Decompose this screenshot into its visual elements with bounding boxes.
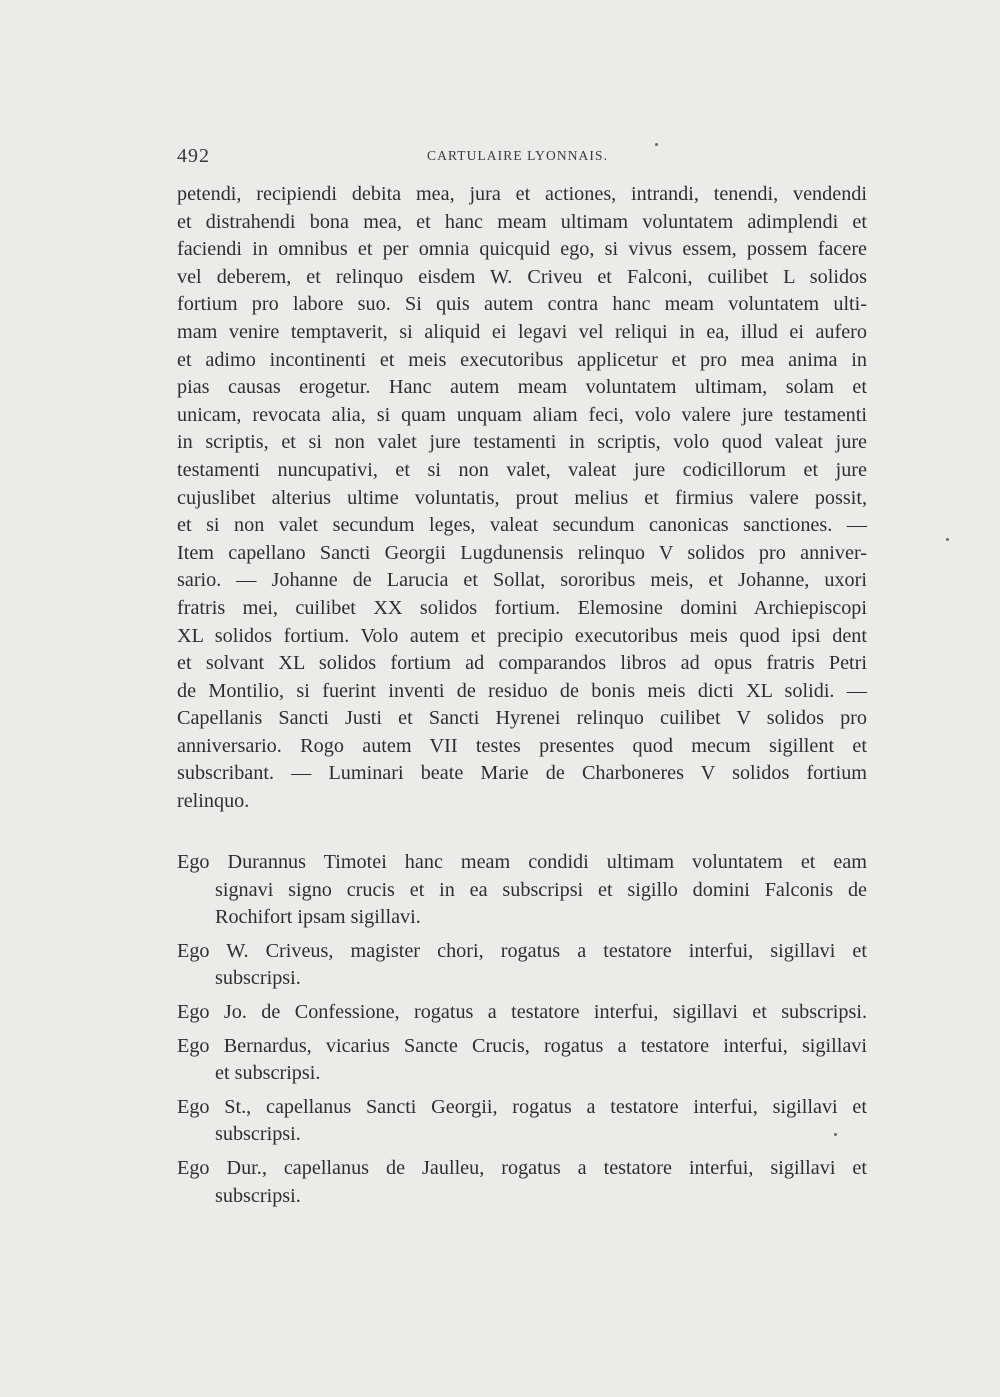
signature-line: signavi signo crucis et in ea subscripsi et sigillo domini Falconis de (215, 878, 867, 901)
signature-line: et subscripsi. (215, 1062, 321, 1085)
signature-line: subscripsi. (215, 1184, 301, 1207)
page-header (177, 143, 867, 173)
text-line: XL solidos fortium. Volo autem et precipio executoribus meis quod ipsi dent (177, 624, 867, 647)
text-line: cujuslibet alterius ultime voluntatis, prout melius et firmius valere possit, (177, 486, 867, 509)
signatures-list (177, 849, 867, 1216)
signature-line: Ego Bernardus, vicarius Sancte Crucis, rogatus a testatore interfui, sigillavi (177, 1034, 867, 1057)
text-line: petendi, recipiendi debita mea, jura et actiones, intrandi, tenendi, vendendi (177, 183, 867, 205)
signature-entry (177, 938, 867, 993)
signature-entry (177, 849, 867, 932)
text-line: fratris mei, cuilibet XX solidos fortium. Elemosine domini Archiepiscopi (177, 596, 867, 619)
signature-line: subscripsi. (215, 967, 301, 990)
text-line: fortium pro labore suo. Si quis autem contra hanc meam voluntatem ulti- (177, 293, 867, 316)
signature-line: Rochifort ipsam sigillavi. (215, 906, 421, 929)
signature-entry (177, 1155, 867, 1210)
text-line: de Montilio, si fuerint inventi de residuo de bonis meis dicti XL solidi. — (177, 679, 867, 702)
text-line: pias causas erogetur. Hanc autem meam voluntatem ultimam, solam et (177, 376, 867, 399)
text-line: et si non valet secundum leges, valeat secundum canonicas sanctiones. — (177, 514, 867, 537)
running-head: CARTULAIRE LYONNAIS. (427, 148, 609, 163)
text-line: Item capellano Sancti Georgii Lugdunensis relinquo V solidos pro anniver- (177, 541, 867, 564)
signature-line: Ego Dur., capellanus de Jaulleu, rogatus a testatore interfui, sigillavi et (177, 1156, 867, 1179)
paper-speck (655, 143, 658, 146)
text-line: et solvant XL solidos fortium ad comparandos libros ad opus fratris Petri (177, 652, 867, 675)
signature-entry (177, 999, 867, 1027)
text-line: mam venire temptaverit, si aliquid ei legavi vel reliqui in ea, illud ei aufero (177, 320, 867, 343)
signature-entry (177, 1033, 867, 1088)
signature-line: Ego Durannus Timotei hanc meam condidi ultimam voluntatem et eam (177, 851, 867, 873)
paper-speck (946, 538, 949, 541)
paper-speck (834, 1133, 837, 1136)
body-paragraph (177, 181, 867, 816)
text-line: et adimo incontinenti et meis executoribus applicetur et pro mea anima in (177, 348, 867, 371)
signature-line: subscripsi. (215, 1123, 301, 1146)
text-line: subscribant. — Luminari beate Marie de Charboneres V solidos fortium (177, 762, 867, 785)
text-line: relinquo. (177, 790, 250, 813)
text-line: Capellanis Sancti Justi et Sancti Hyrenei relinquo cuilibet V solidos pro (177, 707, 867, 730)
page-number: 492 (177, 145, 210, 167)
signature-line: Ego Jo. de Confessione, rogatus a testatore interfui, sigillavi et subscripsi. (177, 1000, 867, 1023)
text-line: faciendi in omnibus et per omnia quicquid ego, si vivus essem, possem facere (177, 238, 867, 261)
signature-entry (177, 1094, 867, 1149)
text-line: vel deberem, et relinquo eisdem W. Criveu et Falconi, cuilibet L solidos (177, 265, 867, 288)
signature-line: Ego W. Criveus, magister chori, rogatus a testatore interfui, sigillavi et (177, 939, 867, 962)
text-line: unicam, revocata alia, si quam unquam aliam feci, volo valere jure testamenti (177, 403, 867, 426)
text-line: testamenti nuncupativi, et si non valet, valeat jure codicillorum et jure (177, 458, 867, 481)
signature-line: Ego St., capellanus Sancti Georgii, rogatus a testatore interfui, sigillavi et (177, 1095, 867, 1118)
text-line: in scriptis, et si non valet jure testamenti in scriptis, volo quod valeat jure (177, 431, 867, 454)
text-line: et distrahendi bona mea, et hanc meam ultimam voluntatem adimplendi et (177, 210, 867, 233)
text-line: sario. — Johanne de Larucia et Sollat, sororibus meis, et Johanne, uxori (177, 569, 867, 592)
text-line: anniversario. Rogo autem VII testes presentes quod mecum sigillent et (177, 734, 867, 757)
